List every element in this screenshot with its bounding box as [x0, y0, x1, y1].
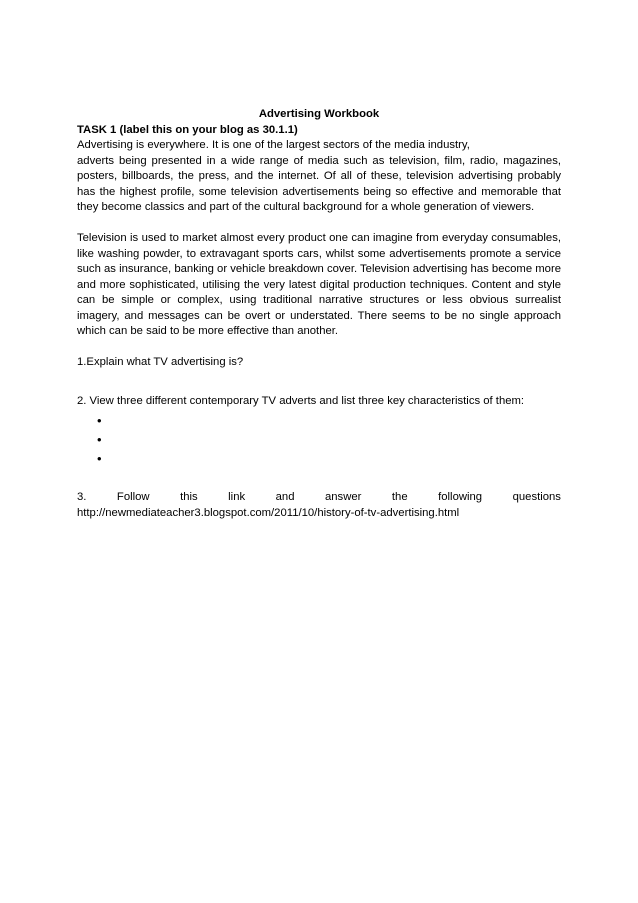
spacer — [77, 371, 561, 394]
list-item — [97, 411, 561, 430]
question-3 — [77, 490, 561, 506]
question-3-word: questions — [512, 491, 561, 503]
question-3-word: 3. — [77, 491, 87, 503]
question-2: 2. View three different contemporary TV adverts and list three key characteristics of them: — [77, 394, 525, 407]
question-3-word: the — [391, 491, 408, 503]
document-page — [77, 107, 561, 521]
spacer — [77, 340, 561, 356]
question-3-word: link — [228, 491, 246, 503]
intro-first-line: Advertising is everywhere. It is one of the largest sectors of the media industry, — [77, 139, 470, 151]
question-3-word: following — [438, 491, 483, 503]
history-link[interactable]: http://newmediateacher3.blogspot.com/2011/10/history-of-tv-advertising.html — [77, 506, 460, 519]
question-3-word: and — [275, 491, 295, 503]
bullet-icon: • — [97, 413, 102, 428]
spacer — [77, 468, 561, 490]
question-3-word: this — [180, 491, 198, 503]
paragraph-television: Television is used to market almost every product one can imagine from everyday consumables, like washing powder, to extravagant sports cars, whilst some advertisements promote a service such as insurance, banking or vehicle breakdown cover. Television advertising has become more and more sophisticated, utilising the very latest digital production techniques. Content and style can be simple or complex, using traditional narrative structures or less obvious surrealist imagery, and messages can be overt or understated. There seems to be no single approach which can be said to be more effective than another. — [77, 232, 561, 337]
question-3-word: answer — [324, 491, 362, 503]
characteristics-list — [77, 411, 561, 468]
list-item — [97, 449, 561, 468]
document-title: Advertising Workbook — [258, 108, 380, 120]
task-heading: TASK 1 (label this on your blog as 30.1.1) — [77, 123, 298, 136]
spacer — [77, 216, 561, 232]
intro-paragraph: adverts being presented in a wide range of media such as television, film, radio, magazines, posters, billboards, the press, and the internet. Of all of these, television advertising probably has the highest profile, some television advertisements being so effective and memorable that they become classics and part of the cultural background for a whole generation of viewers. — [77, 154, 561, 213]
question-3-word: Follow — [116, 491, 150, 503]
question-1: 1.Explain what TV advertising is? — [77, 356, 244, 368]
list-item — [97, 430, 561, 449]
bullet-icon: • — [97, 432, 102, 447]
bullet-icon: • — [97, 451, 102, 466]
